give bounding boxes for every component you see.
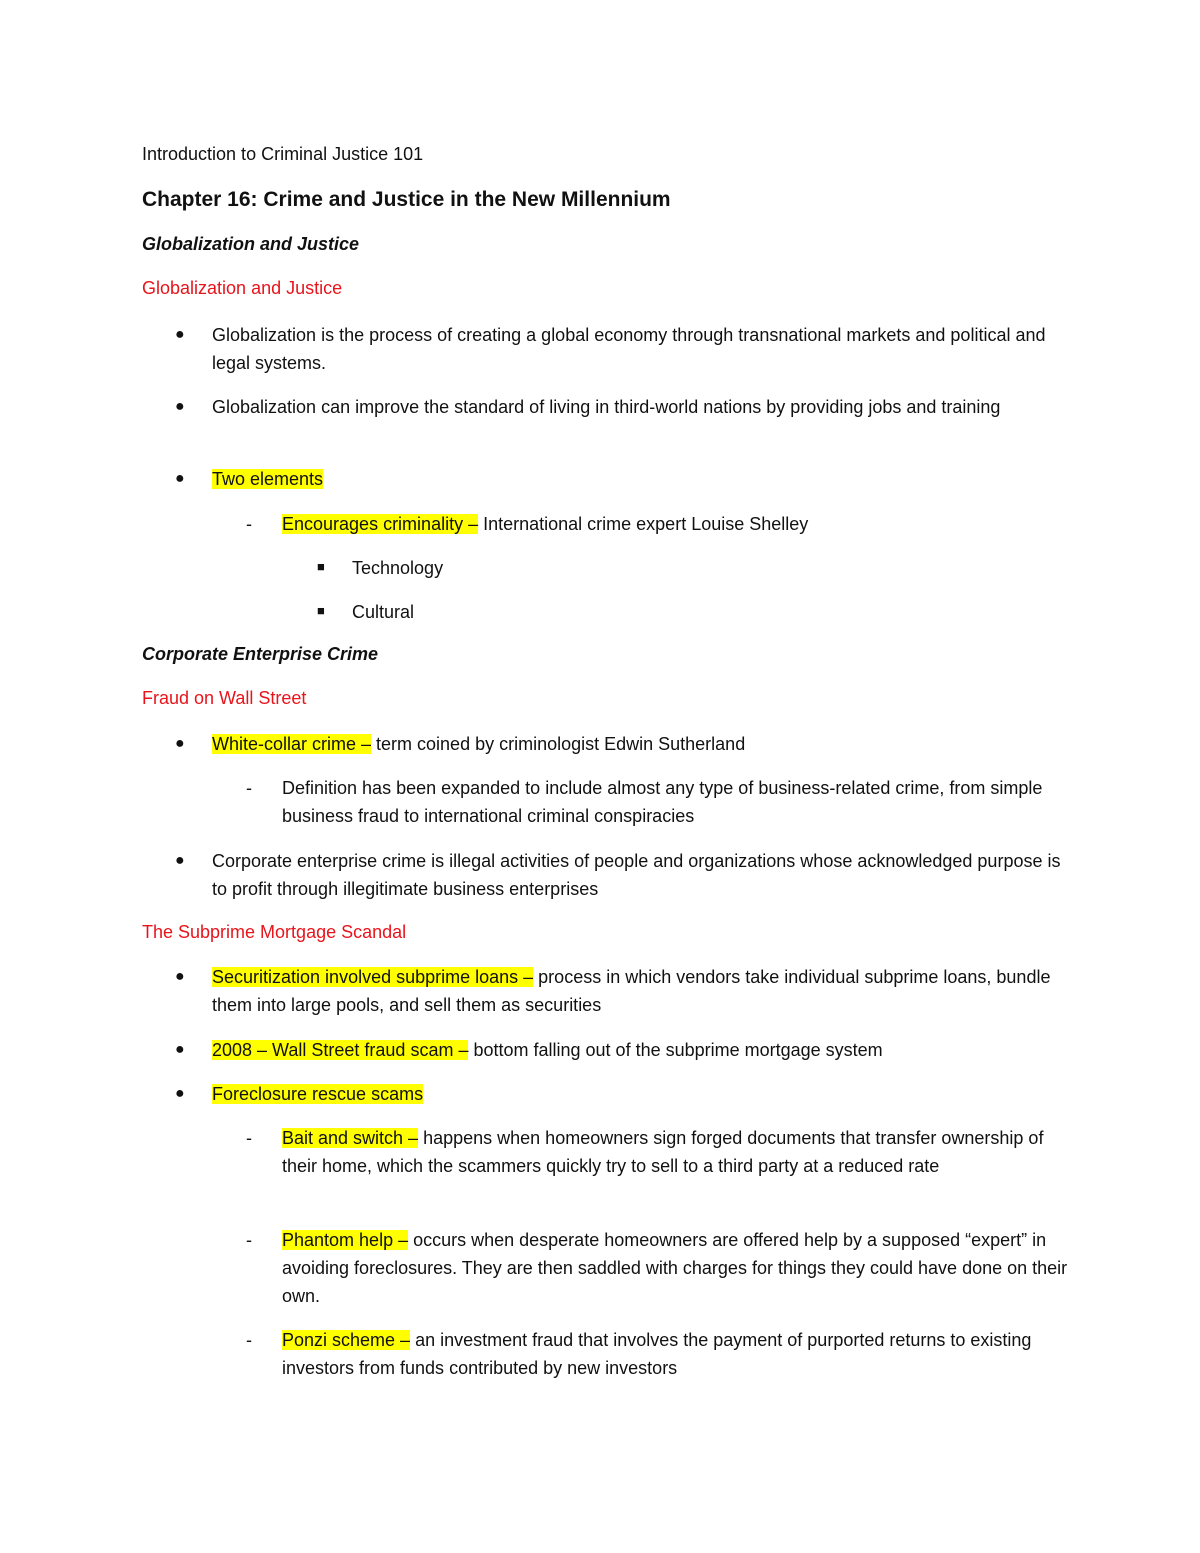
item-text: Definition has been expanded to include almost any type of business-related crime, from simple business fraud to international criminal conspiracies: [282, 778, 1043, 826]
course-title: Introduction to Criminal Justice 101: [142, 144, 424, 164]
dash-icon: -: [246, 778, 252, 798]
item-text: Cultural: [352, 602, 415, 622]
dash-icon: -: [246, 1128, 252, 1148]
list-item: [317, 598, 1052, 626]
list-item: [175, 393, 1072, 421]
list-item: [175, 1036, 1072, 1064]
bullet-icon: ●: [175, 1041, 185, 1058]
list-item: [246, 774, 1072, 830]
list-item: [246, 1326, 1072, 1382]
bullet-icon: ●: [175, 852, 185, 869]
bullet-icon: ●: [175, 735, 185, 752]
section-heading-corporate: Corporate Enterprise Crime: [142, 644, 379, 664]
item-text: International crime expert Louise Shelley: [478, 514, 809, 534]
subheading-fraud-wall-street: Fraud on Wall Street: [142, 688, 307, 708]
list-item: [175, 963, 1072, 1019]
chapter-title: Chapter 16: Crime and Justice in the New Millennium: [142, 188, 671, 211]
bullet-icon: ●: [175, 968, 185, 985]
highlighted-term: Securitization involved subprime loans –: [212, 967, 534, 987]
square-bullet-icon: ■: [317, 559, 325, 574]
highlighted-term: 2008 – Wall Street fraud scam –: [212, 1040, 469, 1060]
subheading-globalization: Globalization and Justice: [142, 278, 343, 298]
item-text: Globalization can improve the standard of living in third-world nations by providing jobs and training: [212, 397, 1001, 417]
list-item: [246, 1124, 1072, 1180]
section-heading-globalization: Globalization and Justice: [142, 234, 360, 254]
list-item: [317, 554, 1052, 582]
list-item: [246, 1226, 1072, 1310]
highlighted-term: Bait and switch –: [282, 1128, 419, 1148]
bullet-icon: ●: [175, 326, 185, 343]
item-text: an investment fraud that involves the payment of purported returns to existing investors from funds contributed by new investors: [282, 1330, 1032, 1378]
highlighted-term: Two elements: [212, 469, 324, 489]
bullet-icon: ●: [175, 398, 185, 415]
item-text: bottom falling out of the subprime mortgage system: [468, 1040, 883, 1060]
subheading-subprime-mortgage: The Subprime Mortgage Scandal: [142, 922, 407, 942]
item-text: occurs when desperate homeowners are offered help by a supposed “expert” in avoiding foreclosures. They are then saddled with charges for things they could have done on their own.: [282, 1230, 1068, 1306]
item-text: happens when homeowners sign forged documents that transfer ownership of their home, which the scammers quickly try to sell to a third party at a reduced rate: [282, 1128, 1044, 1176]
bullet-icon: ●: [175, 470, 185, 487]
list-item: [246, 510, 1072, 538]
list-item: [175, 1080, 1072, 1108]
dash-icon: -: [246, 1230, 252, 1250]
highlighted-term: Phantom help –: [282, 1230, 409, 1250]
dash-icon: -: [246, 514, 252, 534]
list-item: [175, 847, 1072, 903]
item-text: Corporate enterprise crime is illegal activities of people and organizations whose acknowledged purpose is to profit through illegitimate business enterprises: [212, 851, 1061, 899]
item-text: Technology: [352, 558, 444, 578]
highlighted-term: White-collar crime –: [212, 734, 372, 754]
item-text: term coined by criminologist Edwin Sutherland: [371, 734, 746, 754]
item-text: process in which vendors take individual subprime loans, bundle them into large pools, and sell them as securities: [212, 967, 1051, 1015]
list-item: [175, 730, 1072, 758]
list-item: [175, 465, 1072, 493]
highlighted-term: Encourages criminality –: [282, 514, 479, 534]
dash-icon: -: [246, 1330, 252, 1350]
bullet-icon: ●: [175, 1085, 185, 1102]
square-bullet-icon: ■: [317, 603, 325, 618]
highlighted-term: Foreclosure rescue scams: [212, 1084, 424, 1104]
highlighted-term: Ponzi scheme –: [282, 1330, 411, 1350]
item-text: Globalization is the process of creating a global economy through transnational markets and political and legal systems.: [212, 325, 1046, 373]
list-item: [175, 321, 1072, 377]
